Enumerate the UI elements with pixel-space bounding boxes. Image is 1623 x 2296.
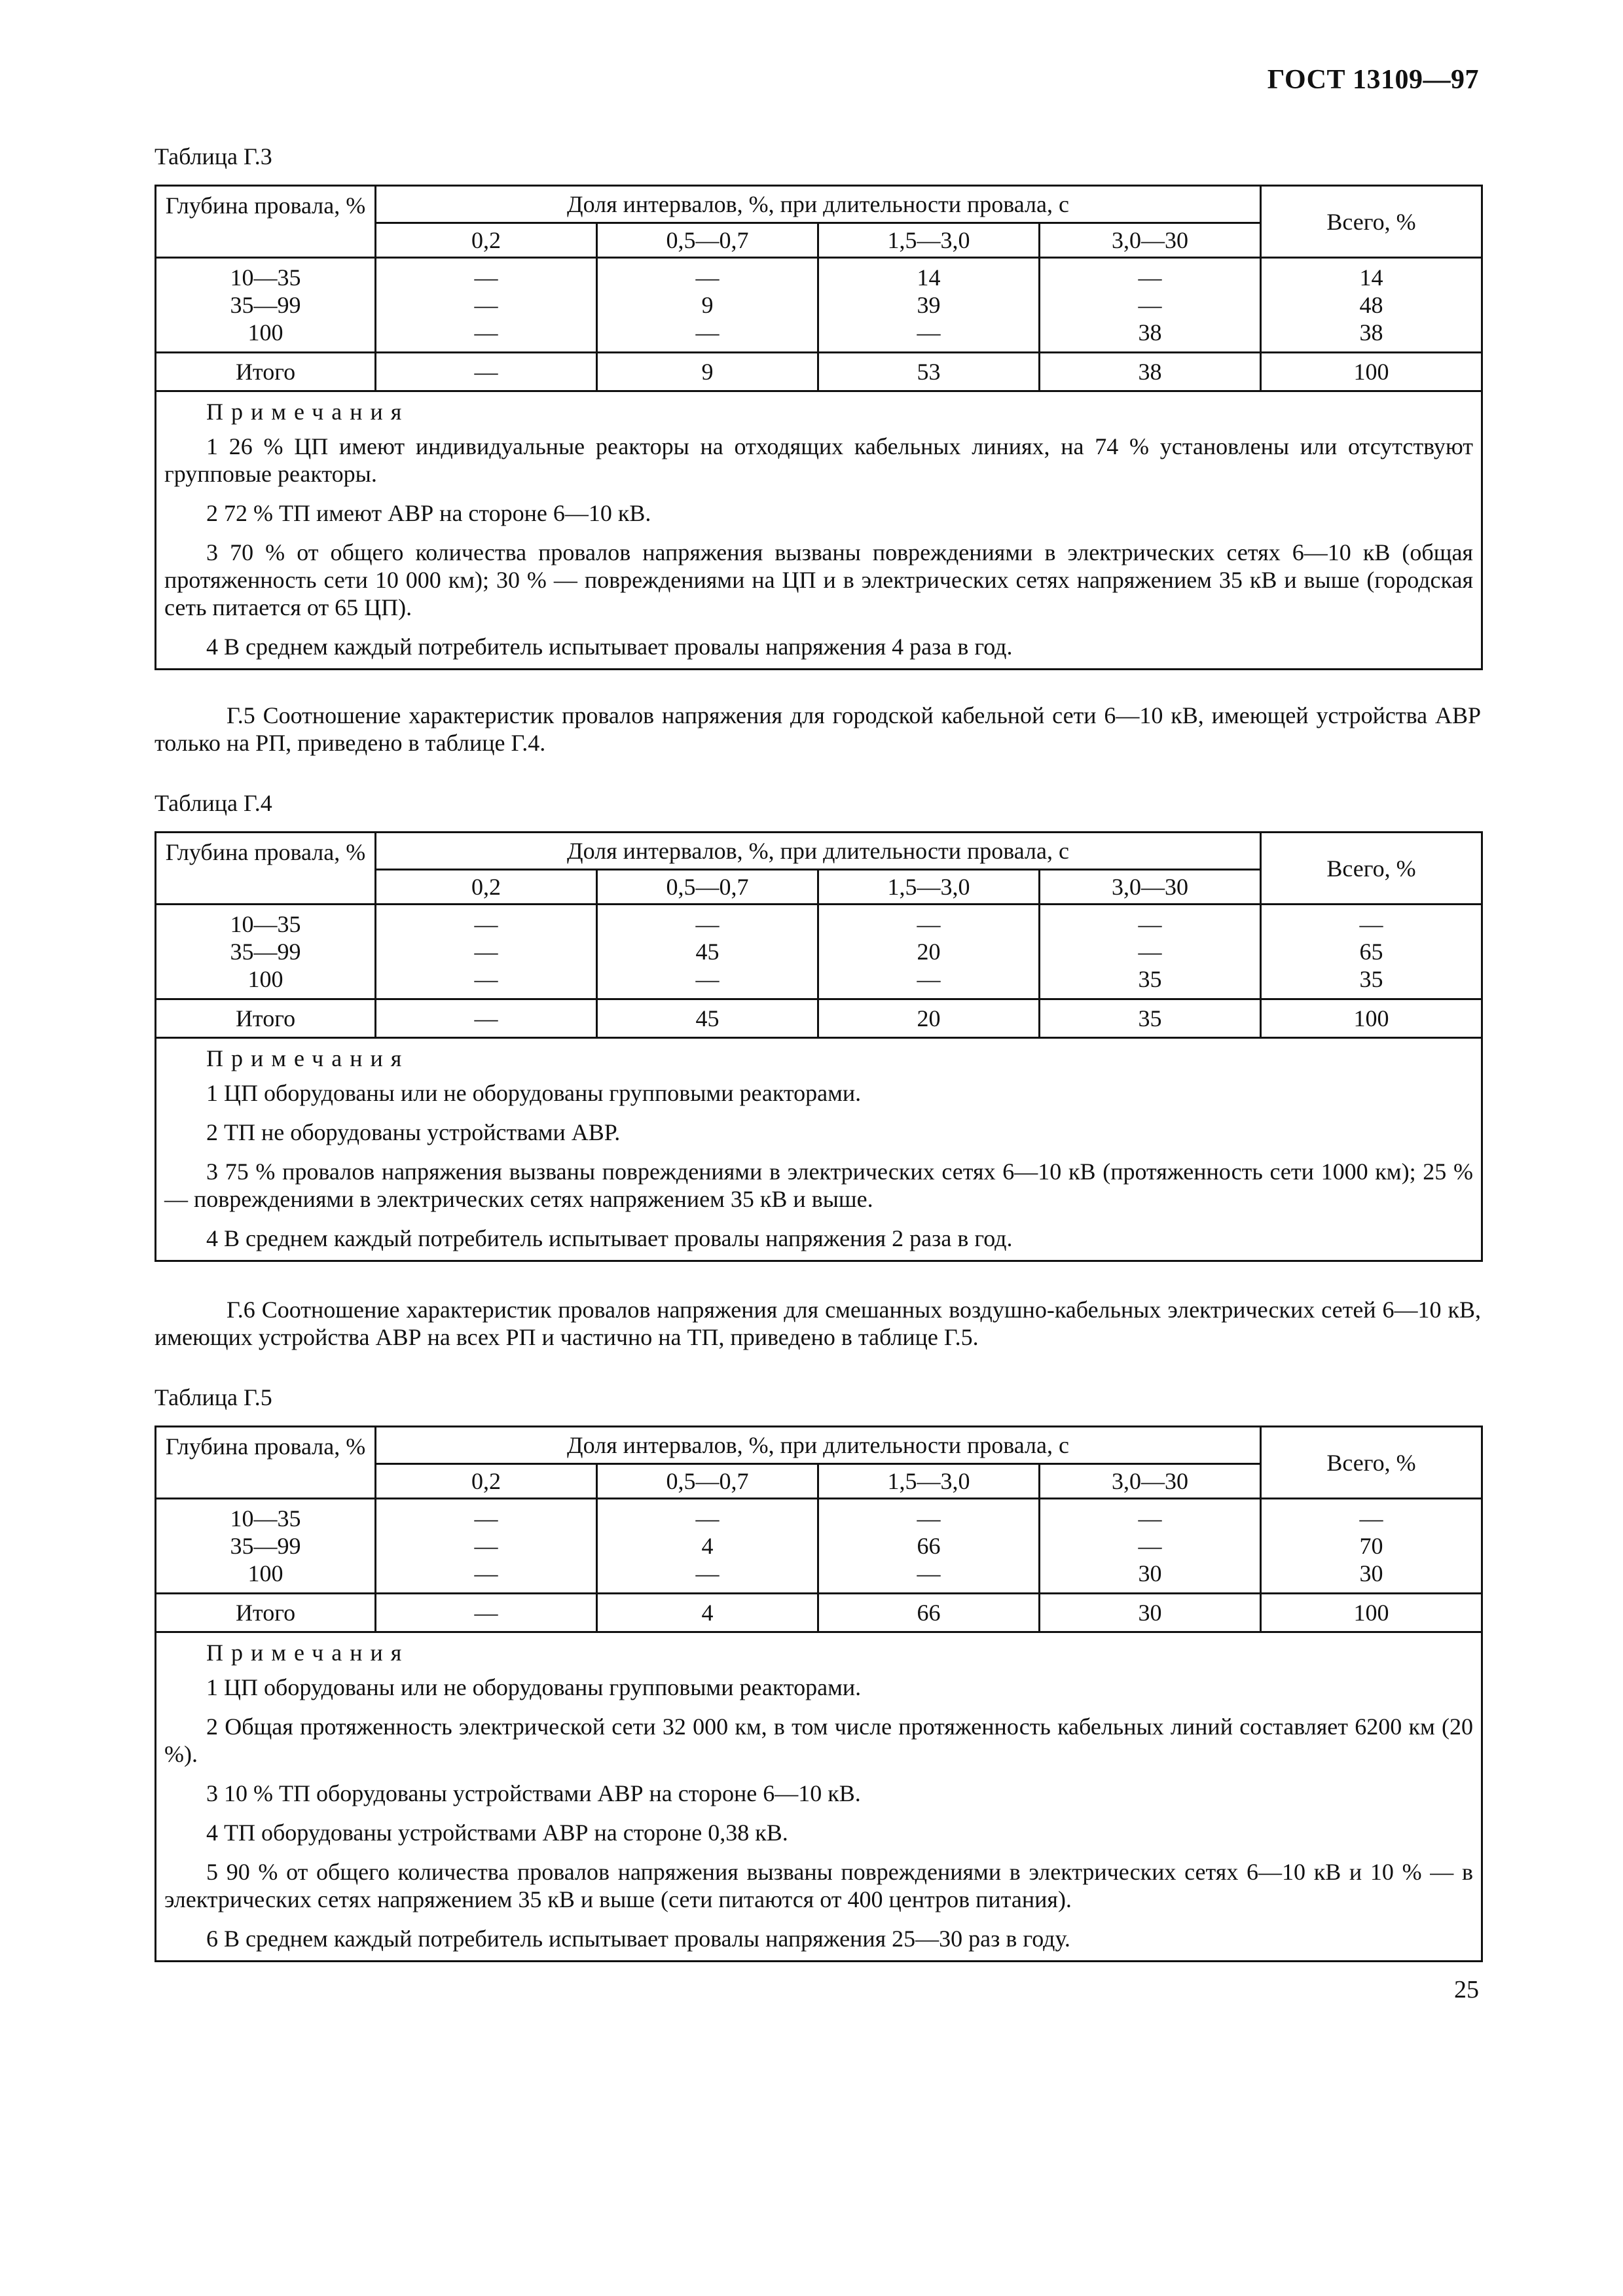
duration-header: 0,5—0,7 <box>597 1464 818 1499</box>
table-cell: 35 <box>1138 966 1162 992</box>
table-cell: — <box>695 966 720 992</box>
share-values-cell <box>376 905 597 999</box>
share-values-cell <box>818 1499 1040 1594</box>
table-cell: 20 <box>917 939 941 965</box>
table-cell: 30 <box>1138 1560 1162 1587</box>
table-cell: — <box>695 911 720 937</box>
table-cell: — <box>917 966 941 992</box>
table-cell: 35—99 <box>230 939 301 965</box>
table-cell: — <box>695 319 720 346</box>
notes-title: Примечания <box>206 1640 410 1666</box>
note: 5 90 % от общего количества провалов напряжения вызваны повреждениями в электрических сетях 6—10 кВ и 10 % — в электрических сетях напряжением 35 кВ и выше (сети питаются от 400 центров питания). <box>164 1859 1473 1912</box>
duration-header: 0,2 <box>376 223 597 258</box>
depth-header: Глубина провала, % <box>156 1427 376 1499</box>
note: 1 ЦП оборудованы или не оборудованы групповыми реакторами. <box>206 1080 862 1106</box>
table-cell: — <box>1138 1533 1162 1559</box>
data-table <box>155 1426 1483 1962</box>
total-label-cell: Итого <box>156 999 376 1038</box>
note: 4 В среднем каждый потребитель испытывает провалы напряжения 2 раза в год. <box>206 1225 1013 1251</box>
total-label-cell: Итого <box>156 353 376 391</box>
total-header: Всего, % <box>1261 833 1482 905</box>
note: 2 ТП не оборудованы устройствами АВР. <box>206 1119 621 1145</box>
total-cell: 100 <box>1261 999 1482 1038</box>
table-row <box>156 1499 1482 1594</box>
share-values-cell <box>597 905 818 999</box>
duration-header: 3,0—30 <box>1040 870 1261 905</box>
total-header: Всего, % <box>1261 186 1482 258</box>
table-cell: — <box>1138 1505 1162 1532</box>
total-values-cell <box>1261 905 1482 999</box>
total-row <box>156 1594 1482 1632</box>
table-caption: Таблица Г.4 <box>155 790 272 816</box>
paragraph: Г.5 Соотношение характеристик провалов напряжения для городской кабельной сети 6—10 кВ, имеющей устройства АВР только на РП, приведено в таблице Г.4. <box>155 702 1481 756</box>
note: 2 72 % ТП имеют АВР на стороне 6—10 кВ. <box>206 500 651 526</box>
table-caption: Таблица Г.3 <box>155 143 272 170</box>
data-table <box>155 185 1483 670</box>
table-cell: 14 <box>917 264 941 291</box>
share-values-cell <box>1040 1499 1261 1594</box>
table-cell: — <box>1359 911 1383 937</box>
total-cell: 30 <box>1040 1594 1261 1632</box>
page-number: 25 <box>1454 1976 1479 2003</box>
depth-values-cell <box>156 905 376 999</box>
notes-block <box>156 391 1482 670</box>
duration-header: 3,0—30 <box>1040 223 1261 258</box>
table-cell: 4 <box>701 1533 714 1559</box>
total-cell: — <box>376 999 597 1038</box>
duration-header: 0,5—0,7 <box>597 870 818 905</box>
notes-title: Примечания <box>206 399 410 425</box>
duration-header: 0,2 <box>376 1464 597 1499</box>
note: 1 ЦП оборудованы или не оборудованы групповыми реакторами. <box>206 1674 862 1700</box>
table-cell: — <box>917 911 941 937</box>
table-cell: — <box>474 966 498 992</box>
table-cell: 100 <box>247 1560 283 1587</box>
table-cell: — <box>917 319 941 346</box>
note: 4 В среднем каждый потребитель испытывает провалы напряжения 4 раза в год. <box>206 634 1013 660</box>
table-cell: — <box>1359 1505 1383 1532</box>
share-values-cell <box>818 258 1040 353</box>
total-values-cell <box>1261 1499 1482 1594</box>
table-cell: 65 <box>1359 939 1383 965</box>
total-cell: 9 <box>597 353 818 391</box>
table-cell: — <box>474 319 498 346</box>
total-cell: 35 <box>1040 999 1261 1038</box>
duration-header: 1,5—3,0 <box>818 1464 1040 1499</box>
share-values-cell <box>1040 905 1261 999</box>
share-values-cell <box>597 1499 818 1594</box>
table-cell: 39 <box>917 292 941 318</box>
table-cell: 70 <box>1359 1533 1383 1559</box>
table-cell: 35 <box>1359 966 1383 992</box>
share-values-cell <box>818 905 1040 999</box>
note: 3 70 % от общего количества провалов напряжения вызваны повреждениями в электрических сетях 6—10 кВ (общая протяженность сети 10 000 км); 30 % — повреждениями на ЦП и в электрических сетях напряжением 35 кВ и выше (городская сеть питается от 65 ЦП). <box>164 539 1473 620</box>
duration-header: 0,5—0,7 <box>597 223 818 258</box>
table-cell: 38 <box>1138 319 1162 346</box>
table-cell: 10—35 <box>230 264 301 291</box>
depth-header: Глубина провала, % <box>156 833 376 905</box>
table-cell: — <box>1138 292 1162 318</box>
table-cell: — <box>1138 939 1162 965</box>
share-values-cell <box>597 258 818 353</box>
duration-header: 1,5—3,0 <box>818 870 1040 905</box>
table-cell: 10—35 <box>230 1505 301 1532</box>
total-cell: — <box>376 1594 597 1632</box>
table-cell: 30 <box>1359 1560 1383 1587</box>
table-cell: — <box>917 1505 941 1532</box>
total-values-cell <box>1261 258 1482 353</box>
depth-header: Глубина провала, % <box>156 186 376 258</box>
note: 4 ТП оборудованы устройствами АВР на стороне 0,38 кВ. <box>206 1820 788 1846</box>
table-row <box>156 905 1482 999</box>
table-cell: — <box>1138 911 1162 937</box>
total-cell: 100 <box>1261 1594 1482 1632</box>
table-cell: — <box>1138 264 1162 291</box>
notes-block <box>156 1632 1482 1962</box>
total-cell: 4 <box>597 1594 818 1632</box>
table-cell: — <box>474 911 498 937</box>
table-cell: 14 <box>1359 264 1383 291</box>
table-row <box>156 258 1482 353</box>
duration-header: 1,5—3,0 <box>818 223 1040 258</box>
table-cell: 35—99 <box>230 292 301 318</box>
table-cell: 100 <box>247 966 283 992</box>
depth-values-cell <box>156 1499 376 1594</box>
table-cell: 100 <box>247 319 283 346</box>
table-cell: 66 <box>917 1533 941 1559</box>
table-cell: — <box>695 264 720 291</box>
depth-values-cell <box>156 258 376 353</box>
total-cell: 38 <box>1040 353 1261 391</box>
table-cell: 9 <box>701 292 714 318</box>
total-cell: 53 <box>818 353 1040 391</box>
paragraph: Г.6 Соотношение характеристик провалов напряжения для смешанных воздушно-кабельных электрических сетей 6—10 кВ, имеющих устройства АВР на всех РП и частично на ТП, приведено в таблице Г.5. <box>155 1297 1481 1350</box>
notes-block <box>156 1038 1482 1261</box>
table-cell: 45 <box>695 939 720 965</box>
share-values-cell <box>376 258 597 353</box>
total-row <box>156 353 1482 391</box>
note: 3 10 % ТП оборудованы устройствами АВР на стороне 6—10 кВ. <box>206 1780 861 1806</box>
total-cell: 45 <box>597 999 818 1038</box>
note: 6 В среднем каждый потребитель испытывает провалы напряжения 25—30 раз в году. <box>206 1926 1070 1952</box>
total-row <box>156 999 1482 1038</box>
table-cell: — <box>695 1560 720 1587</box>
duration-group-header: Доля интервалов, %, при длительности провала, с <box>376 833 1261 870</box>
table-cell: — <box>474 264 498 291</box>
table-cell: — <box>474 939 498 965</box>
total-header: Всего, % <box>1261 1427 1482 1499</box>
duration-header: 0,2 <box>376 870 597 905</box>
table-cell: 38 <box>1359 319 1383 346</box>
note: 2 Общая протяженность электрической сети 32 000 км, в том числе протяженность кабельных линий составляет 6200 км (20 %). <box>164 1713 1473 1767</box>
table-cell: — <box>474 1505 498 1532</box>
data-table <box>155 831 1483 1262</box>
notes-title: Примечания <box>206 1045 410 1071</box>
table-cell: — <box>917 1560 941 1587</box>
share-values-cell <box>1040 258 1261 353</box>
duration-header: 3,0—30 <box>1040 1464 1261 1499</box>
share-values-cell <box>376 1499 597 1594</box>
table-cell: 48 <box>1359 292 1383 318</box>
total-label-cell: Итого <box>156 1594 376 1632</box>
duration-group-header: Доля интервалов, %, при длительности провала, с <box>376 186 1261 223</box>
total-cell: 20 <box>818 999 1040 1038</box>
total-cell: 66 <box>818 1594 1040 1632</box>
note: 1 26 % ЦП имеют индивидуальные реакторы на отходящих кабельных линиях, на 74 % установлены или отсутствуют групповые реакторы. <box>164 433 1473 487</box>
table-cell: — <box>474 292 498 318</box>
table-cell: 35—99 <box>230 1533 301 1559</box>
table-cell: 10—35 <box>230 911 301 937</box>
total-cell: 100 <box>1261 353 1482 391</box>
table-cell: — <box>474 1533 498 1559</box>
document-header: ГОСТ 13109—97 <box>1267 65 1479 95</box>
note: 3 75 % провалов напряжения вызваны повреждениями в электрических сетях 6—10 кВ (протяженность сети 1000 км); 25 % — повреждениями в электрических сетях напряжением 35 кВ и выше. <box>164 1158 1473 1212</box>
table-cell: — <box>474 1560 498 1587</box>
total-cell: — <box>376 353 597 391</box>
table-caption: Таблица Г.5 <box>155 1384 272 1410</box>
duration-group-header: Доля интервалов, %, при длительности провала, с <box>376 1427 1261 1464</box>
table-cell: — <box>695 1505 720 1532</box>
